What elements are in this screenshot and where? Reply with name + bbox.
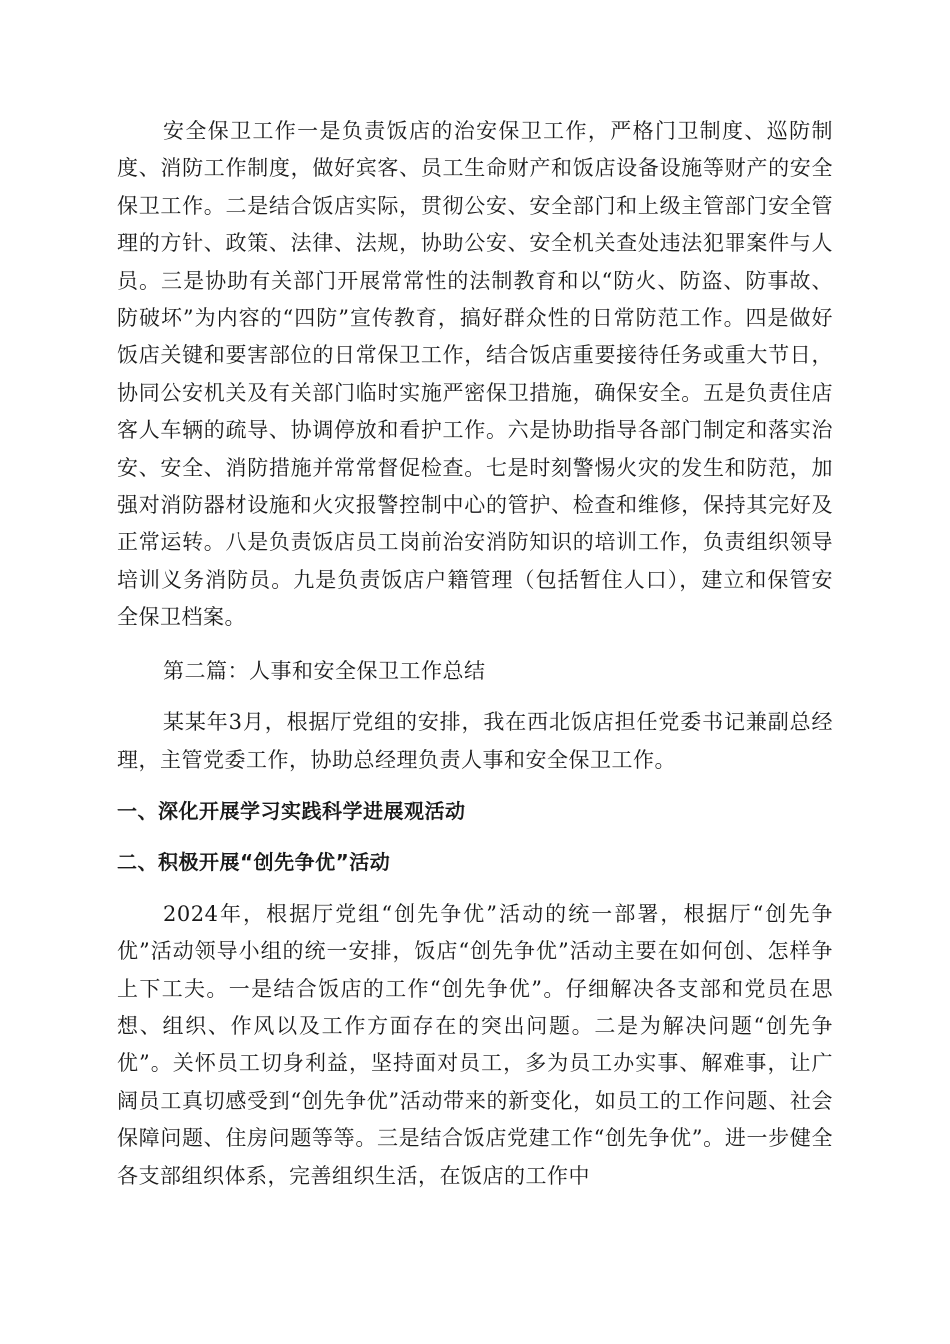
activity-paragraph: 2024年，根据厅党组“创先争优”活动的统一部署，根据厅“创先争优”活动领导小组的统一安排，饭店“创先争优”活动主要在如何创、怎样争上下工夫。一是结合饭店的工作“创先争优”。仔细解决各支部和党员在思想、组织、作风以及工作方面存在的突出问题。二是为解决问题“创先争优”。关怀员工切身利益，坚持面对员工，多为员工办实事、解难事，让广阔员工真切感受到“创先争优”活动带来的新变化，如员工的工作问题、社会保障问题、住房问题等等。三是结合饭店党建工作“创先争优”。进一步健全各支部组织体系，完善组织生活，在饭店的工作中 xyxy=(117,901,833,1188)
section-heading-2: 二、积极开展“创先争优”活动 xyxy=(117,850,391,875)
document-page xyxy=(117,113,833,1195)
section-heading-1: 一、深化开展学习实践科学进展观活动 xyxy=(117,798,466,823)
section-subtitle: 第二篇：人事和安全保卫工作总结 xyxy=(163,658,486,683)
intro-paragraph: 某某年3月，根据厅党组的安排，我在西北饭店担任党委书记兼副总经理，主管党委工作，协助总经理负责人事和安全保卫工作。 xyxy=(117,710,833,772)
security-duties-paragraph: 安全保卫工作一是负责饭店的治安保卫工作，严格门卫制度、巡防制度、消防工作制度，做好宾客、员工生命财产和饭店设备设施等财产的安全保卫工作。二是结合饭店实际，贯彻公安、安全部门和上级主管部门安全管理的方针、政策、法律、法规，协助公安、安全机关查处违法犯罪案件与人员。三是协助有关部门开展常常性的法制教育和以“防火、防盗、防事故、防破坏”为内容的“四防”宣传教育，搞好群众性的日常防范工作。四是做好饭店关键和要害部位的日常保卫工作，结合饭店重要接待任务或重大节日，协同公安机关及有关部门临时实施严密保卫措施，确保安全。五是负责住店客人车辆的疏导、协调停放和看护工作。六是协助指导各部门制定和落实治安、安全、消防措施并常常督促检查。七是时刻警惕火灾的发生和防范，加强对消防器材设施和火灾报警控制中心的管护、检查和维修，保持其完好及正常运转。八是负责饭店员工岗前治安消防知识的培训工作，负责组织领导培训义务消防员。九是负责饭店户籍管理（包括暂住人口），建立和保管安全保卫档案。 xyxy=(117,119,833,630)
